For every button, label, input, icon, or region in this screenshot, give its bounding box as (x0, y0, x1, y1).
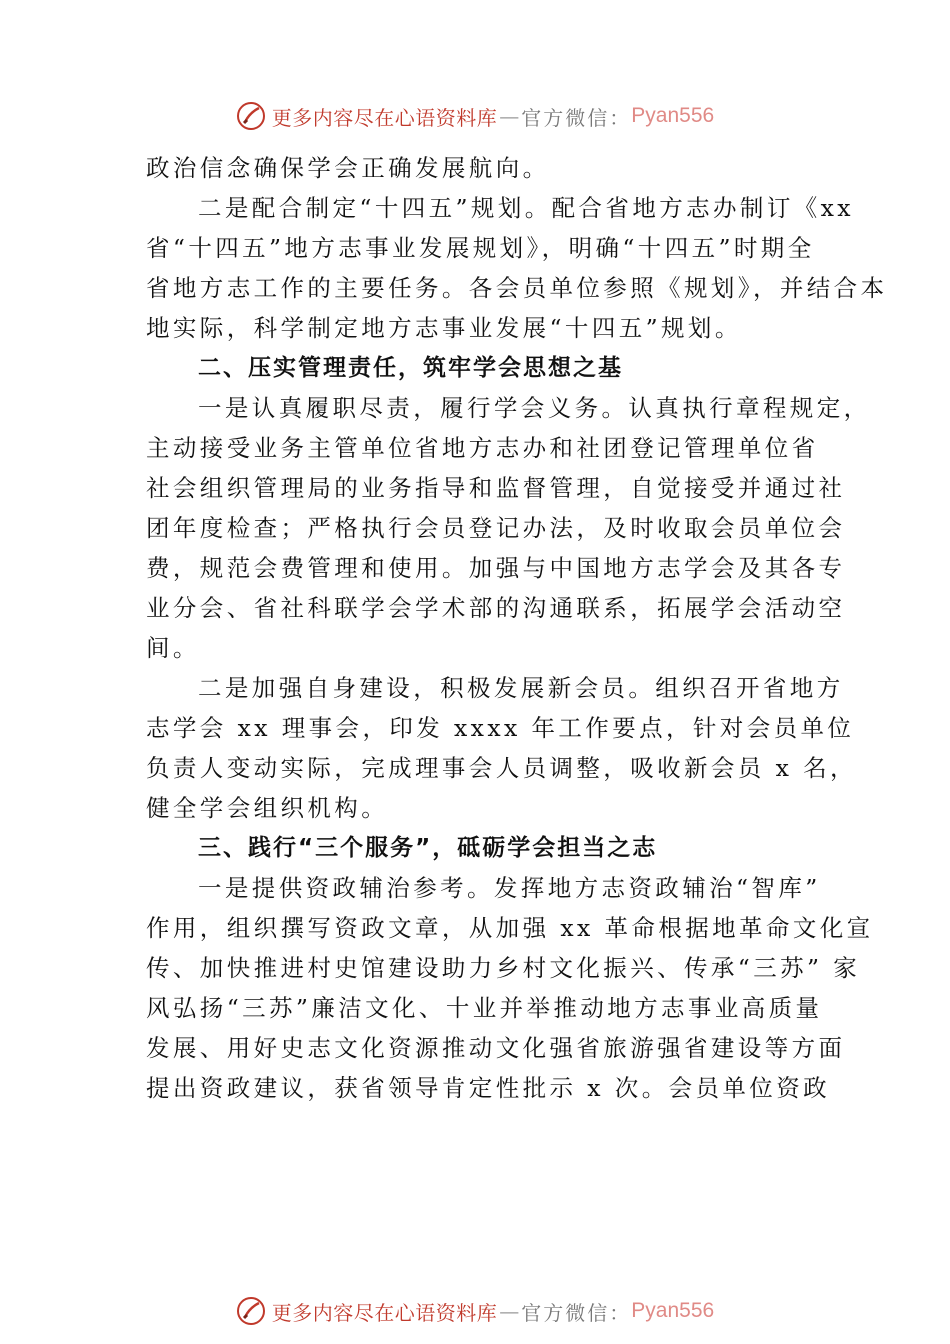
paragraph-line: 政治信念确保学会正确发展航向。 (146, 154, 550, 182)
section-heading: 三、践行“三个服务”，砥砺学会担当之志 (198, 835, 658, 861)
paragraph-line: 团年度检查；严格执行会员登记办法，及时收取会员单位会 (146, 514, 846, 542)
brush-logo-icon (236, 101, 266, 131)
watermark-brand: 更多内容尽在心语资料库 (271, 105, 498, 130)
paragraph-line: 健全学会组织机构。 (146, 794, 389, 822)
paragraph-line: 志学会 xx 理事会，印发 xxxx 年工作要点，针对会员单位 (146, 714, 855, 742)
paragraph-line: 作用，组织撰写资政文章，从加强 xx 革命根据地革命文化宣 (146, 914, 874, 942)
paragraph-line: 一是认真履职尽责，履行学会义务。认真执行章程规定， (198, 394, 871, 422)
brush-logo-icon (236, 1296, 266, 1326)
paragraph-line: 风弘扬“三苏”廉洁文化、十业并举推动地方志事业高质量 (146, 994, 823, 1022)
paragraph-line: 二是配合制定“十四五”规划。配合省地方志办制订《xx (198, 194, 854, 222)
document-body (146, 148, 888, 1108)
footer-watermark (0, 1291, 950, 1331)
paragraph-line: 发展、用好史志文化资源推动文化强省旅游强省建设等方面 (146, 1034, 846, 1062)
paragraph-line: 费，规范会费管理和使用。加强与中国地方志学会及其各专 (146, 554, 846, 582)
paragraph-line: 二是加强自身建设，积极发展新会员。组织召开省地方 (198, 674, 844, 702)
paragraph-line: 业分会、省社科联学会学术部的沟通联系，拓展学会活动空 (146, 594, 846, 622)
paragraph-line: 主动接受业务主管单位省地方志办和社团登记管理单位省 (146, 434, 819, 462)
paragraph-line: 一是提供资政辅治参考。发挥地方志资政辅治“智库” (198, 874, 821, 902)
watermark-separator: — (499, 104, 520, 128)
watermark-separator: — (499, 1299, 520, 1323)
paragraph-line: 间。 (146, 634, 200, 662)
watermark-brand: 更多内容尽在心语资料库 (271, 1300, 498, 1325)
watermark-label: 官方微信： (521, 105, 632, 130)
watermark-account: Pyan556 (631, 1299, 715, 1322)
watermark-account: Pyan556 (631, 104, 715, 127)
paragraph-line: 地实际，科学制定地方志事业发展“十四五”规划。 (146, 314, 742, 342)
paragraph-line: 省地方志工作的主要任务。各会员单位参照《规划》，并结合本 (146, 274, 888, 302)
paragraph-line: 省“十四五”地方志事业发展规划》，明确“十四五”时期全 (146, 234, 815, 262)
paragraph-line: 负责人变动实际，完成理事会人员调整，吸收新会员 x 名， (146, 754, 857, 782)
section-heading: 二、压实管理责任，筑牢学会思想之基 (198, 355, 623, 381)
paragraph-line: 提出资政建议，获省领导肯定性批示 x 次。会员单位资政 (146, 1074, 830, 1102)
header-watermark (0, 96, 950, 136)
paragraph-line: 社会组织管理局的业务指导和监督管理，自觉接受并通过社 (146, 474, 846, 502)
paragraph-line: 传、加快推进村史馆建设助力乡村文化振兴、传承“三苏” 家 (146, 954, 861, 982)
watermark-label: 官方微信： (521, 1300, 632, 1325)
